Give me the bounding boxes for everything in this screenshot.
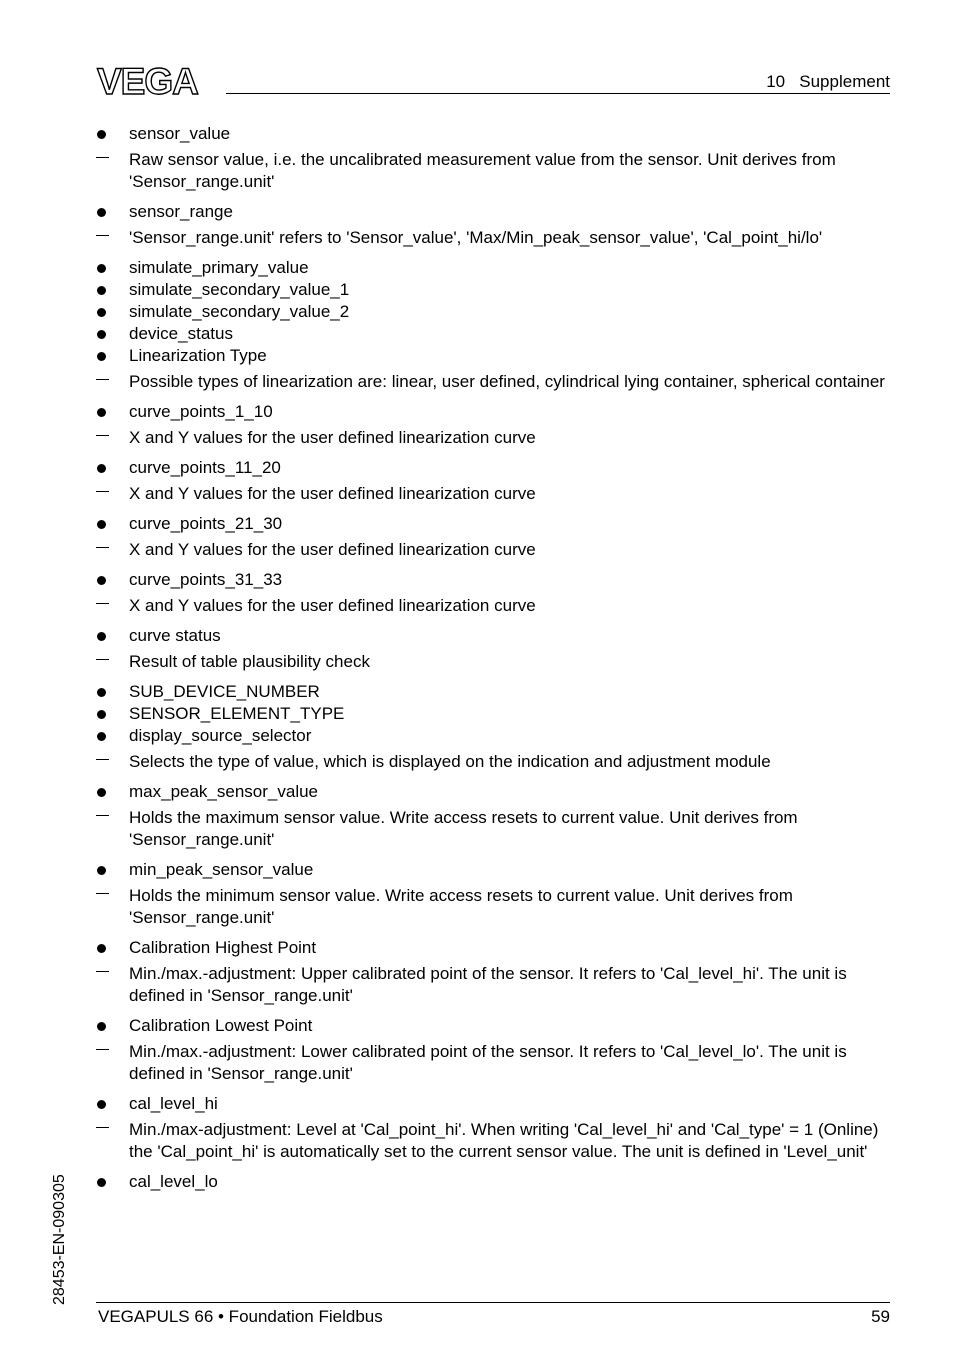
bullet-icon bbox=[97, 520, 106, 529]
description-text: X and Y values for the user defined linearization curve bbox=[129, 596, 536, 615]
parameter-description bbox=[96, 149, 890, 193]
parameter-item bbox=[96, 937, 890, 959]
description-text: X and Y values for the user defined linearization curve bbox=[129, 540, 536, 559]
parameter-item bbox=[96, 401, 890, 423]
description-text: Min./max.-adjustment: Lower calibrated point of the sensor. It refers to 'Cal_level_lo'. The unit is defined in 'Sensor_range.unit' bbox=[129, 1042, 847, 1083]
bullet-icon bbox=[97, 788, 106, 797]
vega-logo-mark bbox=[96, 64, 214, 98]
parameter-item bbox=[96, 1171, 890, 1193]
bullet-icon bbox=[97, 308, 106, 317]
parameter-name: display_source_selector bbox=[129, 726, 312, 745]
bullet-icon bbox=[97, 1178, 106, 1187]
parameter-name: device_status bbox=[129, 324, 233, 343]
parameter-description bbox=[96, 595, 890, 617]
dash-icon bbox=[96, 547, 109, 548]
parameter-description bbox=[96, 483, 890, 505]
parameter-name: sensor_value bbox=[129, 124, 231, 143]
dash-icon bbox=[96, 491, 109, 492]
parameter-item bbox=[96, 703, 890, 725]
document-code: 28453-EN-090305 bbox=[51, 1174, 68, 1305]
description-text: 'Sensor_range.unit' refers to 'Sensor_value', 'Max/Min_peak_sensor_value', 'Cal_point_hi/lo' bbox=[129, 228, 823, 247]
parameter-name: cal_level_lo bbox=[129, 1172, 218, 1191]
parameter-name: min_peak_sensor_value bbox=[129, 860, 314, 879]
bullet-icon bbox=[97, 330, 106, 339]
parameter-description bbox=[96, 539, 890, 561]
parameter-item bbox=[96, 625, 890, 647]
parameter-name: SUB_DEVICE_NUMBER bbox=[129, 682, 320, 701]
parameter-item bbox=[96, 681, 890, 703]
section-title: 10 Supplement bbox=[766, 72, 890, 91]
parameter-item bbox=[96, 257, 890, 279]
description-text: X and Y values for the user defined linearization curve bbox=[129, 428, 536, 447]
parameter-description bbox=[96, 227, 890, 249]
vega-logo-text: VEGA bbox=[97, 64, 198, 98]
parameter-name: Linearization Type bbox=[129, 346, 267, 365]
parameter-name: simulate_secondary_value_1 bbox=[129, 280, 350, 299]
parameter-item bbox=[96, 513, 890, 535]
dash-icon bbox=[96, 235, 109, 236]
description-text: Min./max.-adjustment: Upper calibrated point of the sensor. It refers to 'Cal_level_hi'. The unit is defined in 'Sensor_range.unit' bbox=[129, 964, 847, 1005]
parameter-item bbox=[96, 1093, 890, 1115]
dash-icon bbox=[96, 379, 109, 380]
description-text: Raw sensor value, i.e. the uncalibrated measurement value from the sensor. Unit derives from 'Sensor_range.unit' bbox=[129, 150, 836, 191]
header-rule bbox=[226, 93, 890, 94]
parameter-name: curve_points_1_10 bbox=[129, 402, 273, 421]
parameter-item bbox=[96, 301, 890, 323]
dash-icon bbox=[96, 893, 109, 894]
parameter-name: cal_level_hi bbox=[129, 1094, 218, 1113]
parameter-name: curve_points_31_33 bbox=[129, 570, 283, 589]
bullet-icon bbox=[97, 352, 106, 361]
parameter-item bbox=[96, 123, 890, 145]
parameter-name: sensor_range bbox=[129, 202, 233, 221]
dash-icon bbox=[96, 971, 109, 972]
parameter-name: simulate_secondary_value_2 bbox=[129, 302, 350, 321]
parameter-item bbox=[96, 1015, 890, 1037]
description-text: Result of table plausibility check bbox=[129, 652, 370, 671]
dash-icon bbox=[96, 157, 109, 158]
footer-rule bbox=[96, 1302, 890, 1303]
dash-icon bbox=[96, 815, 109, 816]
bullet-icon bbox=[97, 208, 106, 217]
bullet-icon bbox=[97, 130, 106, 139]
parameter-name: SENSOR_ELEMENT_TYPE bbox=[129, 704, 345, 723]
bullet-icon bbox=[97, 710, 106, 719]
parameter-list bbox=[96, 123, 890, 1193]
page-number: 59 bbox=[871, 1307, 890, 1326]
parameter-description bbox=[96, 427, 890, 449]
bullet-icon bbox=[97, 688, 106, 697]
bullet-icon bbox=[97, 632, 106, 641]
bullet-icon bbox=[97, 1022, 106, 1031]
parameter-description bbox=[96, 1119, 890, 1163]
bullet-icon bbox=[97, 264, 106, 273]
description-text: Min./max-adjustment: Level at 'Cal_point_hi'. When writing 'Cal_level_hi' and 'Cal_type' = 1 (Online) the 'Cal_point_hi' is automatically set to the current sensor value. The unit is defined in 'Level_unit' bbox=[129, 1120, 879, 1161]
parameter-description bbox=[96, 371, 890, 393]
parameter-name: curve status bbox=[129, 626, 221, 645]
description-text: Holds the maximum sensor value. Write access resets to current value. Unit derives from 'Sensor_range.unit' bbox=[129, 808, 798, 849]
description-text: Possible types of linearization are: linear, user defined, cylindrical lying container, spherical container bbox=[129, 372, 885, 391]
parameter-item bbox=[96, 725, 890, 747]
parameter-item bbox=[96, 781, 890, 803]
vega-logo bbox=[96, 64, 214, 98]
parameter-description bbox=[96, 751, 890, 773]
bullet-icon bbox=[97, 408, 106, 417]
parameter-name: simulate_primary_value bbox=[129, 258, 309, 277]
parameter-description bbox=[96, 1041, 890, 1085]
bullet-icon bbox=[97, 1100, 106, 1109]
parameter-name: max_peak_sensor_value bbox=[129, 782, 319, 801]
parameter-item bbox=[96, 569, 890, 591]
parameter-item bbox=[96, 201, 890, 223]
bullet-icon bbox=[97, 464, 106, 473]
dash-icon bbox=[96, 603, 109, 604]
parameter-description bbox=[96, 963, 890, 1007]
dash-icon bbox=[96, 1127, 109, 1128]
bullet-icon bbox=[97, 576, 106, 585]
parameter-name: curve_points_21_30 bbox=[129, 514, 283, 533]
parameter-description bbox=[96, 885, 890, 929]
parameter-description bbox=[96, 651, 890, 673]
bullet-icon bbox=[97, 732, 106, 741]
parameter-item bbox=[96, 457, 890, 479]
parameter-item bbox=[96, 859, 890, 881]
parameter-item bbox=[96, 279, 890, 301]
dash-icon bbox=[96, 659, 109, 660]
bullet-icon bbox=[97, 944, 106, 953]
parameter-description bbox=[96, 807, 890, 851]
dash-icon bbox=[96, 435, 109, 436]
parameter-name: curve_points_11_20 bbox=[129, 458, 281, 477]
bullet-icon bbox=[97, 286, 106, 295]
bullet-icon bbox=[97, 866, 106, 875]
dash-icon bbox=[96, 759, 109, 760]
description-text: Selects the type of value, which is displayed on the indication and adjustment module bbox=[129, 752, 771, 771]
description-text: X and Y values for the user defined linearization curve bbox=[129, 484, 536, 503]
parameter-name: Calibration Highest Point bbox=[129, 938, 317, 957]
parameter-item bbox=[96, 345, 890, 367]
parameter-item bbox=[96, 323, 890, 345]
dash-icon bbox=[96, 1049, 109, 1050]
description-text: Holds the minimum sensor value. Write access resets to current value. Unit derives from 'Sensor_range.unit' bbox=[129, 886, 793, 927]
document-title: VEGAPULS 66 • Foundation Fieldbus bbox=[98, 1307, 383, 1326]
parameter-name: Calibration Lowest Point bbox=[129, 1016, 313, 1035]
